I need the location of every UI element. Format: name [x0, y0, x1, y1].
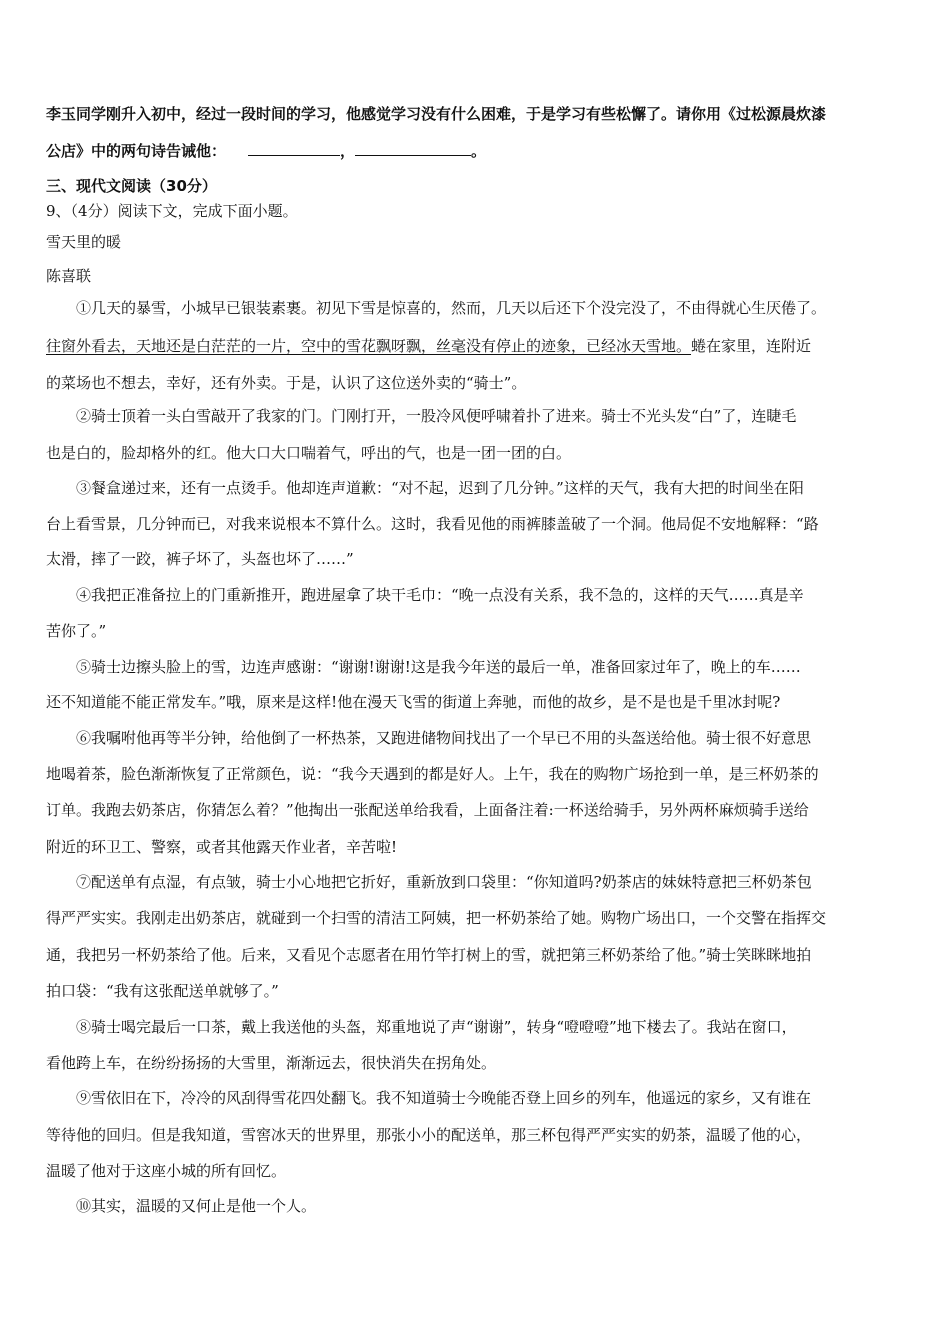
question9-prompt: 9、（4分）阅读下文，完成下面小题。: [46, 202, 298, 220]
underlined-sentence: 往窗外看去，天地还是白茫茫的一片，空中的雪花飘呀飘，丝毫没有停止的迹象，已经冰天雪地。: [46, 337, 692, 355]
article-author: 陈喜联: [46, 267, 92, 285]
question8-line2-prefix: 公店》中的两句诗告诫他：: [46, 142, 227, 160]
paragraph-4-line-1: ④我把正准备拉上的门重新推开，跑进屋拿了块干毛巾：“晚一点没有关系，我不急的，这样的天气……真是辛: [76, 586, 804, 604]
paragraph-2-line-2: 也是白的，脸却格外的红。他大口大口喘着气，呼出的气，也是一团一团的白。: [46, 444, 572, 462]
paragraph-10-line-1: ⑩其实，温暖的又何止是他一个人。: [76, 1197, 317, 1215]
paragraph-9-line-3: 温暖了他对于这座小城的所有回忆。: [46, 1162, 287, 1180]
paragraph-1-line-3: 的菜场也不想去，幸好，还有外卖。于是，认识了这位送外卖的“骑士”。: [46, 374, 527, 392]
paragraph-7-line-3: 通，我把另一杯奶茶给了他。后来，又看见个志愿者在用竹竿打树上的雪，就把第三杯奶茶给了他。”骑士笑眯眯地拍: [46, 946, 812, 964]
paragraph-3-line-2: 台上看雪景，几分钟而已，对我来说根本不算什么。这时，我看见他的雨裤膝盖破了一个洞。他局促不安地解释：“路: [46, 515, 819, 533]
paragraph-2-line-1: ②骑士顶着一头白雪敲开了我家的门。门刚打开，一股冷风便呼啸着扑了进来。骑士不光头发“白”了，连睫毛: [76, 407, 797, 425]
paragraph-1-line-2: [46, 336, 906, 356]
answer-blank-1[interactable]: [248, 141, 340, 156]
paragraph-5-line-2: 还不知道能不能正常发车。”哦，原来是这样!他在漫天飞雪的街道上奔驰，而他的故乡，是不是也是千里冰封呢?: [46, 693, 781, 711]
paragraph-5-line-1: ⑤骑士边擦头脸上的雪，边连声感谢：“谢谢!谢谢!这是我今年送的最后一单，准备回家过年了，晚上的车……: [76, 658, 801, 676]
paragraph-4-line-2: 苦你了。”: [46, 622, 107, 640]
section3-heading: 三、现代文阅读（30分）: [46, 177, 217, 195]
paragraph-6-line-3: 订单。我跑去奶茶店，你猜怎么着？”他掏出一张配送单给我看，上面备注着:一杯送给骑手，另外两杯麻烦骑手送给: [46, 801, 809, 819]
paragraph-7-line-2: 得严严实实。我刚走出奶茶店，就碰到一个扫雪的清洁工阿姨，把一杯奶茶给了她。购物广场出口，一个交警在指挥交: [46, 909, 827, 927]
paragraph-6-line-4: 附近的环卫工、警察，或者其他露天作业者，辛苦啦!: [46, 838, 398, 856]
paragraph-3-line-3: 太滑，摔了一跤，裤子坏了，头盔也坏了……”: [46, 550, 354, 568]
paragraph-9-line-1: ⑨雪依旧在下，冷冷的风刮得雪花四处翻飞。我不知道骑士今晚能否登上回乡的列车，他遥远的家乡，又有谁在: [76, 1089, 812, 1107]
paragraph-1-line-1: ①几天的暴雪，小城早已银装素裹。初见下雪是惊喜的，然而，几天以后还下个没完没了，不由得就心生厌倦了。: [76, 299, 827, 317]
question8-line1: 李玉同学刚升入初中，经过一段时间的学习，他感觉学习没有什么困难，于是学习有些松懈了。请你用《过松源晨炊漆: [46, 105, 827, 123]
answer-blank-2[interactable]: [355, 141, 471, 156]
paragraph-7-line-1: ⑦配送单有点湿，有点皱，骑士小心地把它折好，重新放到口袋里：“你知道吗?奶茶店的妹妹特意把三杯奶茶包: [76, 873, 812, 891]
paragraph-3-line-1: ③餐盒递过来，还有一点烫手。他却连声道歉：“对不起，迟到了几分钟。”这样的天气，我有大把的时间坐在阳: [76, 479, 804, 497]
paragraph-8-line-1: ⑧骑士喝完最后一口茶，戴上我送他的头盔，郑重地说了声“谢谢”，转身“噔噔噔”地下楼去了。我站在窗口，: [76, 1018, 797, 1036]
paragraph-6-line-1: ⑥我嘱咐他再等半分钟，给他倒了一杯热茶，又跑进储物间找出了一个早已不用的头盔送给他。骑士很不好意思: [76, 729, 812, 747]
article-title: 雪天里的暖: [46, 233, 122, 251]
paragraph-7-line-4: 拍口袋：“我有这张配送单就够了。”: [46, 982, 279, 1000]
paragraph-9-line-2: 等待他的回归。但是我知道，雪窖冰天的世界里，那张小小的配送单，那三杯包得严严实实的奶茶，温暖了他的心，: [46, 1126, 812, 1144]
blank-comma: ，: [340, 142, 356, 160]
paragraph-6-line-2: 地喝着茶，脸色渐渐恢复了正常颜色，说：“我今天遇到的都是好人。上午，我在的购物广场抢到一单，是三杯奶茶的: [46, 765, 819, 783]
paragraph-8-line-2: 看他跨上车，在纷纷扬扬的大雪里，渐渐远去，很快消失在拐角处。: [46, 1054, 497, 1072]
blank-period: 。: [471, 142, 487, 160]
paragraph-1-line-2-tail: 蜷在家里，连附近: [691, 337, 812, 355]
question8-line2: [46, 141, 906, 161]
